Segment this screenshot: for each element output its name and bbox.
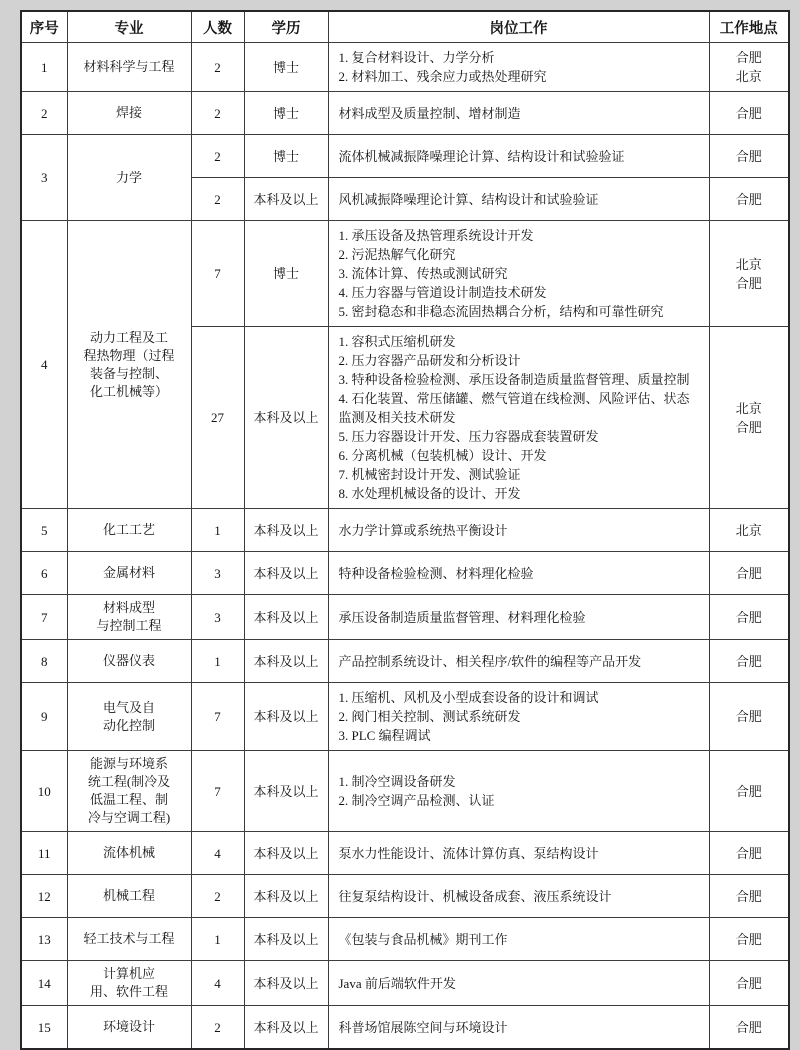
location-line: 合肥 — [735, 148, 762, 164]
table-body — [21, 43, 789, 1050]
duty-line: 材料成型及质量控制、增材制造 — [338, 105, 521, 121]
location-line: 合肥 — [735, 1019, 762, 1035]
location-line: 合肥 — [735, 105, 762, 121]
cell-duties — [328, 640, 709, 683]
cell-duties — [328, 595, 709, 640]
location-line: 合肥 — [735, 783, 762, 799]
cell-location — [709, 875, 789, 918]
duty-line: 流体机械减振降噪理论计算、结构设计和试验验证 — [338, 148, 625, 164]
header-row — [21, 11, 789, 43]
location-line: 合肥 — [735, 191, 762, 207]
cell-count: 3 — [191, 552, 244, 595]
duty-line: 4. 石化装置、常压储罐、燃气管道在线检测、风险评估、状态监测及相关技术研发 — [338, 391, 690, 425]
duty-line: 1. 压缩机、风机及小型成套设备的设计和调试 — [338, 690, 599, 705]
cell-major: 流体机械 — [67, 832, 191, 875]
cell-index: 14 — [21, 961, 67, 1006]
duty-line: 3. PLC 编程调试 — [338, 728, 431, 743]
location-line: 合肥 — [735, 275, 762, 291]
cell-index: 13 — [21, 918, 67, 961]
duty-line: 2. 阀门相关控制、测试系统研发 — [338, 709, 521, 724]
cell-duties — [328, 552, 709, 595]
table-row-10 — [21, 751, 789, 832]
location-line: 合肥 — [735, 50, 762, 65]
col-header-duties: 岗位工作 — [328, 11, 709, 43]
table-row-12 — [21, 875, 789, 918]
cell-degree: 本科及以上 — [244, 751, 328, 832]
job-positions-table — [20, 10, 790, 1050]
cell-major: 材料科学与工程 — [67, 43, 191, 92]
cell-degree: 本科及以上 — [244, 509, 328, 552]
cell-duties — [328, 1006, 709, 1050]
cell-major: 机械工程 — [67, 875, 191, 918]
duty-line: 承压设备制造质量监督管理、材料理化检验 — [338, 609, 586, 625]
cell-major: 轻工技术与工程 — [67, 918, 191, 961]
cell-index: 4 — [21, 221, 67, 509]
table-header — [21, 11, 789, 43]
cell-location — [709, 135, 789, 178]
cell-location — [709, 221, 789, 327]
duty-line: 4. 压力容器与管道设计制造技术研发 — [338, 285, 547, 300]
cell-duties — [328, 43, 709, 92]
cell-location — [709, 43, 789, 92]
location-line: 合肥 — [735, 419, 762, 435]
cell-duties — [328, 918, 709, 961]
cell-degree: 博士 — [244, 43, 328, 92]
cell-major: 能源与环境系统工程(制冷及低温工程、制冷与空调工程) — [67, 751, 191, 832]
location-line: 合肥 — [735, 709, 762, 724]
col-header-degree: 学历 — [244, 11, 328, 43]
cell-location — [709, 961, 789, 1006]
col-header-major: 专业 — [67, 11, 191, 43]
duty-line: 2. 材料加工、残余应力或热处理研究 — [338, 69, 547, 84]
col-header-location: 工作地点 — [709, 11, 789, 43]
cell-duties — [328, 221, 709, 327]
cell-degree: 本科及以上 — [244, 961, 328, 1006]
cell-index: 7 — [21, 595, 67, 640]
cell-duties — [328, 92, 709, 135]
cell-count: 2 — [191, 92, 244, 135]
cell-count: 2 — [191, 43, 244, 92]
table-row-8 — [21, 640, 789, 683]
cell-major: 电气及自动化控制 — [67, 683, 191, 751]
cell-duties — [328, 683, 709, 751]
cell-location — [709, 552, 789, 595]
cell-count: 7 — [191, 751, 244, 832]
cell-location — [709, 751, 789, 832]
col-header-count: 人数 — [191, 11, 244, 43]
duty-line: 风机减振降噪理论计算、结构设计和试验验证 — [338, 191, 599, 207]
cell-count: 7 — [191, 221, 244, 327]
location-line: 合肥 — [735, 931, 762, 947]
table-row-13 — [21, 918, 789, 961]
duty-line: 1. 承压设备及热管理系统设计开发 — [338, 228, 534, 243]
cell-index: 10 — [21, 751, 67, 832]
cell-degree: 本科及以上 — [244, 683, 328, 751]
duty-line: 8. 水处理机械设备的设计、开发 — [338, 486, 521, 501]
cell-location — [709, 918, 789, 961]
cell-count: 7 — [191, 683, 244, 751]
cell-count: 27 — [191, 327, 244, 509]
location-line: 合肥 — [735, 609, 762, 625]
cell-duties — [328, 509, 709, 552]
location-line: 合肥 — [735, 975, 762, 991]
cell-index: 5 — [21, 509, 67, 552]
cell-location — [709, 509, 789, 552]
cell-degree: 本科及以上 — [244, 832, 328, 875]
cell-index: 12 — [21, 875, 67, 918]
table-row-15 — [21, 1006, 789, 1050]
cell-duties — [328, 135, 709, 178]
cell-index: 8 — [21, 640, 67, 683]
cell-count: 2 — [191, 135, 244, 178]
duty-line: 2. 污泥热解气化研究 — [338, 247, 456, 262]
cell-major: 动力工程及工程热物理（过程装备与控制、化工机械等） — [67, 221, 191, 509]
table-row-5 — [21, 509, 789, 552]
cell-index: 1 — [21, 43, 67, 92]
table-row-1 — [21, 43, 789, 92]
duty-line: 特种设备检验检测、材料理化检验 — [338, 565, 534, 581]
cell-count: 4 — [191, 832, 244, 875]
location-line: 合肥 — [735, 845, 762, 861]
cell-count: 3 — [191, 595, 244, 640]
cell-location — [709, 832, 789, 875]
location-line: 北京 — [735, 69, 762, 84]
duty-line: 1. 容积式压缩机研发 — [338, 334, 456, 349]
table-row-4-1 — [21, 221, 789, 327]
duty-line: 水力学计算或系统热平衡设计 — [338, 522, 508, 538]
cell-degree: 本科及以上 — [244, 1006, 328, 1050]
cell-major: 焊接 — [67, 92, 191, 135]
cell-major: 化工工艺 — [67, 509, 191, 552]
location-line: 合肥 — [735, 888, 762, 904]
cell-degree: 本科及以上 — [244, 918, 328, 961]
duty-line: 3. 特种设备检验检测、承压设备制造质量监督管理、质量控制 — [338, 372, 690, 387]
cell-degree: 博士 — [244, 92, 328, 135]
cell-count: 2 — [191, 1006, 244, 1050]
cell-count: 2 — [191, 875, 244, 918]
cell-count: 1 — [191, 640, 244, 683]
cell-duties — [328, 751, 709, 832]
cell-index: 3 — [21, 135, 67, 221]
cell-degree: 本科及以上 — [244, 327, 328, 509]
cell-duties — [328, 832, 709, 875]
cell-location — [709, 595, 789, 640]
cell-major: 仪器仪表 — [67, 640, 191, 683]
cell-duties — [328, 961, 709, 1006]
location-line: 合肥 — [735, 653, 762, 669]
table-row-9 — [21, 683, 789, 751]
cell-major: 环境设计 — [67, 1006, 191, 1050]
cell-location — [709, 178, 789, 221]
cell-duties — [328, 327, 709, 509]
cell-degree: 本科及以上 — [244, 640, 328, 683]
cell-major: 计算机应用、软件工程 — [67, 961, 191, 1006]
duty-line: 《包装与食品机械》期刊工作 — [338, 931, 508, 947]
cell-index: 6 — [21, 552, 67, 595]
cell-location — [709, 640, 789, 683]
cell-duties — [328, 178, 709, 221]
duty-line: 1. 复合材料设计、力学分析 — [338, 50, 495, 65]
cell-degree: 本科及以上 — [244, 595, 328, 640]
scanned-document-page — [20, 10, 790, 1050]
cell-count: 1 — [191, 918, 244, 961]
duty-line: Java 前后端软件开发 — [338, 975, 456, 991]
cell-degree: 博士 — [244, 135, 328, 178]
duty-line: 7. 机械密封设计开发、测试验证 — [338, 467, 521, 482]
cell-count: 1 — [191, 509, 244, 552]
cell-count: 4 — [191, 961, 244, 1006]
cell-index: 15 — [21, 1006, 67, 1050]
cell-degree: 博士 — [244, 221, 328, 327]
cell-location — [709, 92, 789, 135]
table-row-3-1 — [21, 135, 789, 178]
duty-line: 1. 制冷空调设备研发 — [338, 774, 456, 789]
table-row-6 — [21, 552, 789, 595]
cell-major: 材料成型与控制工程 — [67, 595, 191, 640]
duty-line: 泵水力性能设计、流体计算仿真、泵结构设计 — [338, 845, 599, 861]
cell-index: 9 — [21, 683, 67, 751]
duty-line: 3. 流体计算、传热或测试研究 — [338, 266, 508, 281]
cell-location — [709, 683, 789, 751]
table-row-11 — [21, 832, 789, 875]
cell-degree: 本科及以上 — [244, 178, 328, 221]
duty-line: 5. 压力容器设计开发、压力容器成套装置研发 — [338, 429, 599, 444]
duty-line: 6. 分离机械（包装机械）设计、开发 — [338, 448, 547, 463]
cell-location — [709, 1006, 789, 1050]
duty-line: 产品控制系统设计、相关程序/软件的编程等产品开发 — [338, 653, 642, 669]
table-row-2 — [21, 92, 789, 135]
duty-line: 科普场馆展陈空间与环境设计 — [338, 1019, 508, 1035]
location-line: 北京 — [735, 522, 762, 538]
duty-line: 2. 制冷空调产品检测、认证 — [338, 793, 495, 808]
cell-major: 力学 — [67, 135, 191, 221]
cell-index: 11 — [21, 832, 67, 875]
cell-location — [709, 327, 789, 509]
cell-degree: 本科及以上 — [244, 875, 328, 918]
location-line: 北京 — [735, 400, 762, 416]
duty-line: 往复泵结构设计、机械设备成套、液压系统设计 — [338, 888, 612, 904]
cell-count: 2 — [191, 178, 244, 221]
cell-duties — [328, 875, 709, 918]
table-row-14 — [21, 961, 789, 1006]
cell-degree: 本科及以上 — [244, 552, 328, 595]
cell-major: 金属材料 — [67, 552, 191, 595]
duty-line: 2. 压力容器产品研发和分析设计 — [338, 353, 521, 368]
location-line: 合肥 — [735, 565, 762, 581]
duty-line: 5. 密封稳态和非稳态流固热耦合分析，结构和可靠性研究 — [338, 304, 664, 319]
location-line: 北京 — [735, 256, 762, 272]
cell-index: 2 — [21, 92, 67, 135]
col-header-index: 序号 — [21, 11, 67, 43]
table-row-7 — [21, 595, 789, 640]
